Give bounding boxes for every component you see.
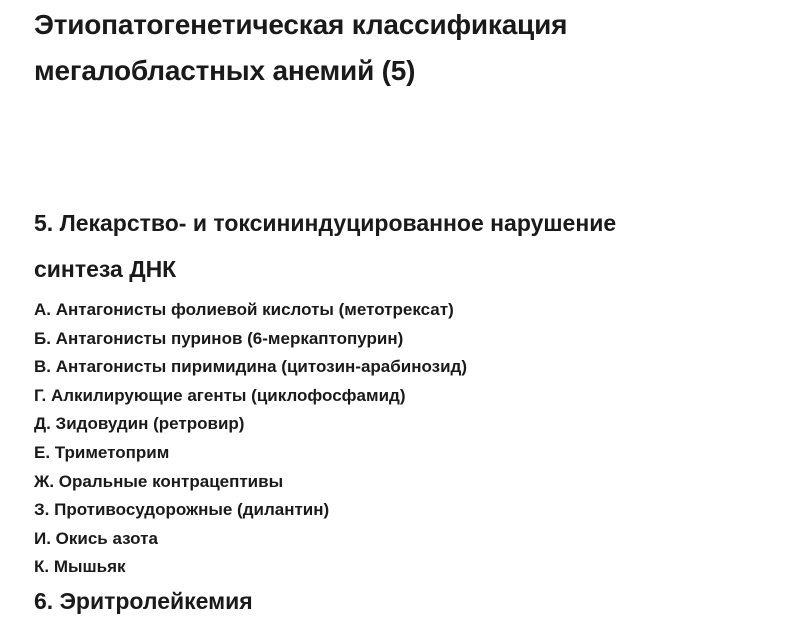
list-item: З. Противосудорожные (дилантин) [34, 500, 330, 520]
slide-title [34, 2, 774, 94]
list-item: В. Антагонисты пиримидина (цитозин-арабинозид) [34, 357, 467, 377]
section-heading-line-2: синтеза ДНК [34, 256, 177, 282]
section-heading [34, 200, 774, 292]
list-item: Б. Антагонисты пуринов (6-меркаптопурин) [34, 328, 404, 348]
list-item: Г. Алкилирующие агенты (циклофосфамид) [34, 385, 406, 405]
next-section-heading: 6. Эритролейкемия [34, 588, 253, 614]
slide-title-line-1: Этиопатогенетическая классификация [34, 9, 568, 40]
list-item: К. Мышьяк [34, 557, 126, 577]
slide-title-line-2: мегалобластных анемий (5) [34, 55, 416, 86]
list-item: Д. Зидовудин (ретровир) [34, 414, 245, 434]
list-item: Ж. Оральные контрацептивы [34, 471, 284, 491]
list-item: И. Окись азота [34, 528, 158, 548]
section-heading-line-1: 5. Лекарство- и токсининдуцированное нарушение [34, 210, 617, 236]
drug-list [34, 296, 467, 582]
list-item: А. Антагонисты фолиевой кислоты (метотрексат) [34, 300, 454, 319]
list-item: Е. Триметоприм [34, 442, 170, 462]
